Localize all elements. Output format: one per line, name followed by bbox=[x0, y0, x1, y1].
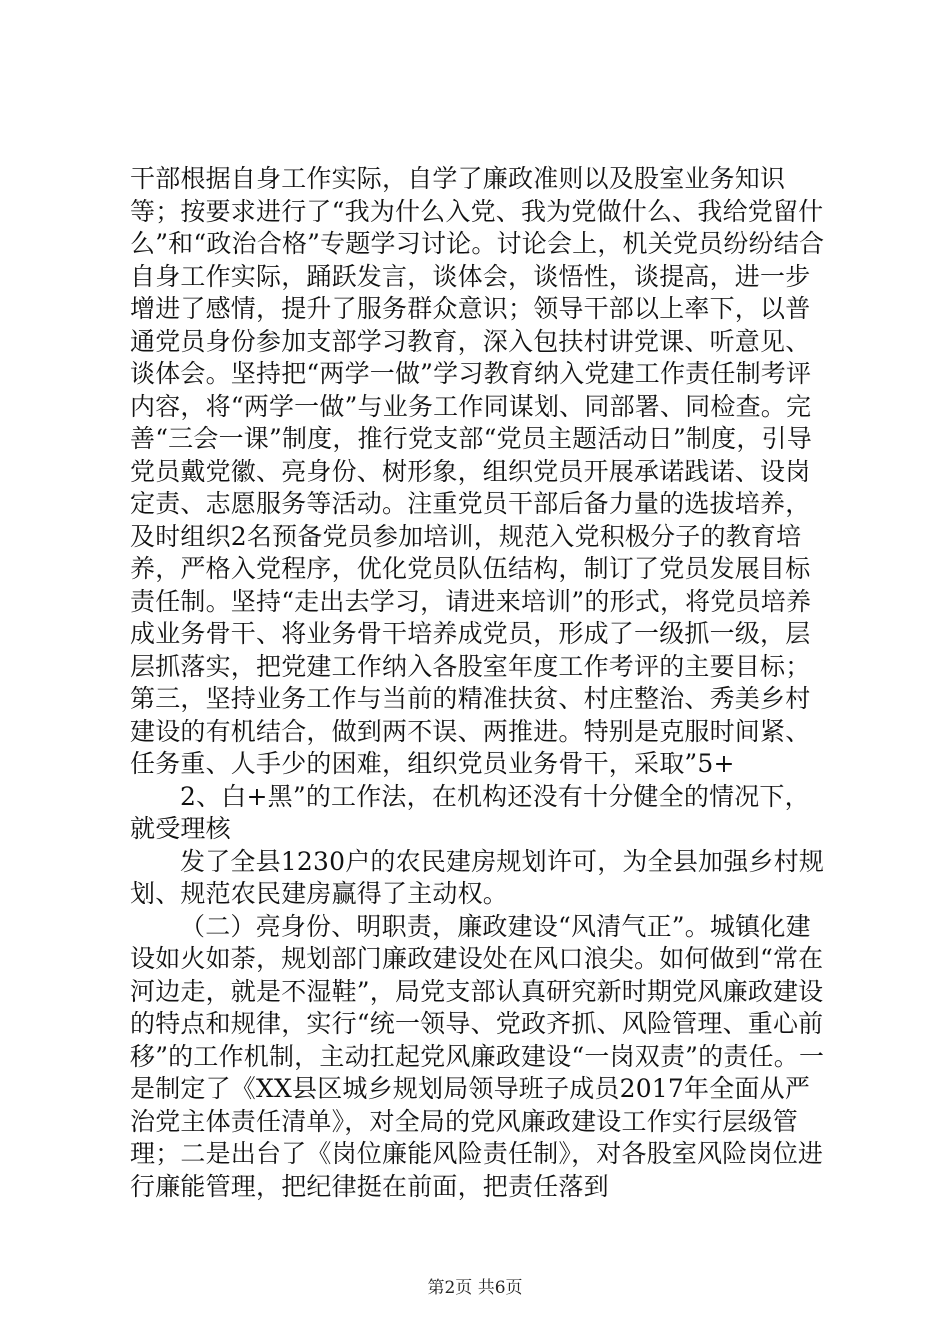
document-body bbox=[130, 163, 830, 1203]
paragraph-3: 发了全县1230户的农民建房规划许可，为全县加强乡村规划、规范农民建房赢得了主动权。 bbox=[130, 846, 825, 908]
paragraph-2: 2、白+黑”的工作法，在机构还没有十分健全的情况下，就受理核 bbox=[130, 781, 810, 843]
paragraph-4: （二）亮身份、明职责，廉政建设“风清气正”。城镇化建设如火如荼，规划部门廉政建设处在风口浪尖。如何做到“常在河边走，就是不湿鞋”，局党支部认真研究新时期党风廉政建设的特点和规律，实行“统一领导、党政齐抓、风险管理、重心前移”的工作机制，主动扛起党风廉政建设“一岗双责”的责任。一是制定了《XX县区城乡规划局领导班子成员2017年全面从严治党主体责任清单》，对全局的党风廉政建设工作实行层级管理；二是出台了《岗位廉能风险责任制》，对各股室风险岗位进行廉能管理，把纪律挺在前面，把责任落到 bbox=[130, 911, 825, 1201]
page-number-footer: 第2页 共6页 bbox=[427, 1278, 523, 1298]
paragraph-1: 干部根据自身工作实际，自学了廉政准则以及股室业务知识等；按要求进行了“我为什么入党、我为党做什么、我给党留什么”和“政治合格”专题学习讨论。讨论会上，机关党员纷纷结合自身工作实际，踊跃发言，谈体会，谈悟性，谈提高，进一步增进了感情，提升了服务群众意识；领导干部以上率下，以普通党员身份参加支部学习教育，深入包扶村讲党课、听意见、谈体会。坚持把“两学一做”学习教育纳入党建工作责任制考评内容，将“两学一做”与业务工作同谋划、同部署、同检查。完善“三会一课”制度，推行党支部“党员主题活动日”制度，引导党员戴党徽、亮身份、树形象，组织党员开展承诺践诺、设岗定责、志愿服务等活动。注重党员干部后备力量的选拔培养，及时组织2名预备党员参加培训，规范入党积极分子的教育培养，严格入党程序，优化党员队伍结构，制订了党员发展目标责任制。坚持“走出去学习，请进来培训”的形式，将党员培养成业务骨干、将业务骨干培养成党员，形成了一级抓一级，层层抓落实，把党建工作纳入各股室年度工作考评的主要目标；第三，坚持业务工作与当前的精准扶贫、村庄整治、秀美乡村建设的有机结合，做到两不误、两推进。特别是克服时间紧、任务重、人手少的困难，组织党员业务骨干，采取”5+ bbox=[130, 164, 825, 778]
